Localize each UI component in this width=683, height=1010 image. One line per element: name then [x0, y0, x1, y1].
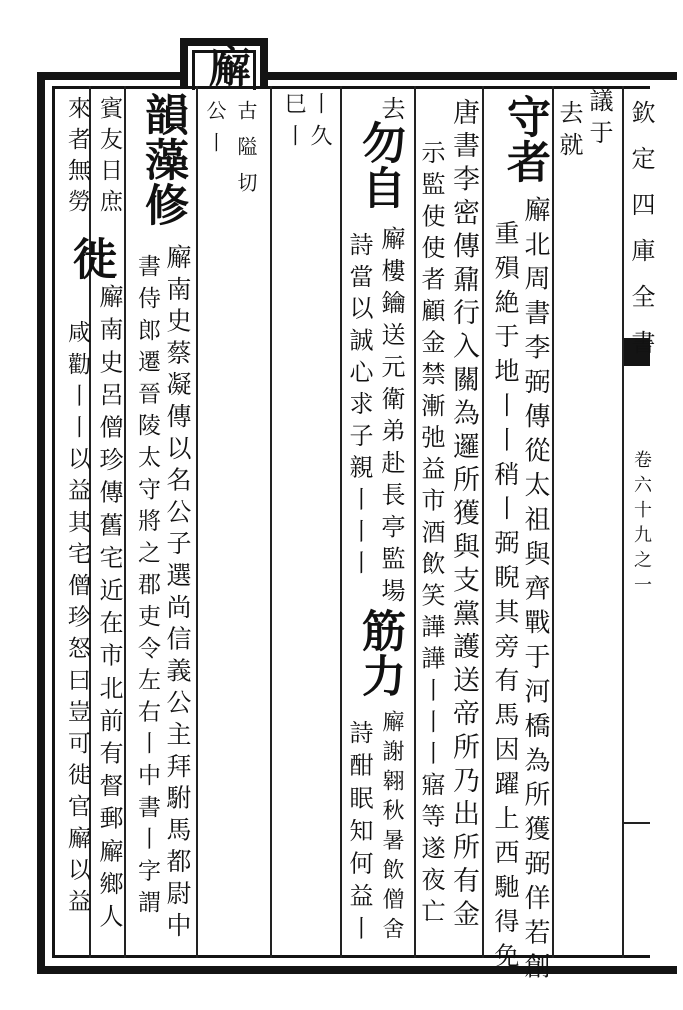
margin-volume: 卷六十九之一 — [631, 450, 652, 600]
entry-column-6: 廨樓鑰送元衛弟赴長亭監場 — [377, 226, 405, 610]
headword-yunzaoxiu: 韻藻修 — [137, 92, 188, 227]
column-rule — [552, 86, 554, 958]
entry-column-10: 書侍郎遷晉陵太守將之郡吏令左右丨中書丨字謂 — [134, 254, 160, 922]
headword-xi: 徙 — [65, 236, 116, 281]
fanqie-reading: 古隘 — [234, 100, 258, 172]
entry-column-1-sub: 去就 — [555, 100, 583, 164]
entry-column-8a: 丨久 — [307, 92, 332, 156]
entry-column-11b: 廨南史呂僧珍傳舊宅近在市北前有督郵廨鄉人 — [95, 284, 123, 936]
margin-title: 欽定四庫全書 — [627, 100, 655, 376]
entry-column-6-tail: 廨謝翱秋暑飲僧舍 — [379, 710, 404, 947]
entry-column-2: 廨北周書李弼傳從太祖與齊戰于河橋為所獲弼佯若創 — [520, 196, 550, 988]
entry-column-4: 唐書李密傳鼐行入關為邏所獲與支黨護送帝所乃出所有金 — [448, 98, 479, 933]
entry-column-12b: 咸勸丨丨以益其宅僧珍怒曰豈可徙官廨以益 — [64, 320, 90, 921]
margin-rule — [622, 86, 624, 958]
margin-tick — [624, 822, 650, 824]
entry-column-8b: 巳丨 — [281, 92, 306, 156]
entry-column-1: 議于 — [585, 88, 613, 152]
headword-shouzhe: 守者 — [499, 94, 550, 184]
entry-column-7-tail: 詩酣眠知何益丨 — [345, 720, 373, 949]
entry-column-5: 示監使使者顧金禁漸弛益市酒飲笑譁譁丨丨丨寤等遂夜亡 — [417, 140, 445, 930]
entry-column-7: 詩當以誠心求子親丨丨丨 — [345, 232, 373, 582]
column-rule — [196, 86, 198, 958]
tone-note: 公丨 — [203, 100, 227, 164]
rime-character: 廨 — [203, 45, 252, 88]
fanqie-suffix: 切 — [234, 172, 258, 207]
entry-column-3: 重殞絶于地丨丨稍丨弼睨其旁有馬因躍上西馳得免 — [491, 220, 520, 977]
column-rule — [482, 86, 484, 958]
entry-column-12a: 來者無勞 — [64, 96, 90, 220]
headword-wuzi: 勿自 — [354, 120, 405, 210]
headword-jinli: 筋力 — [354, 608, 405, 698]
entry-column-6-head: 去 — [377, 96, 405, 124]
entry-column-9: 廨南史蔡凝傳以名公子選尚信義公主拜駙馬都尉中 — [163, 244, 192, 944]
column-rule — [270, 86, 272, 958]
entry-column-11a: 賓友日庶 — [96, 96, 122, 220]
